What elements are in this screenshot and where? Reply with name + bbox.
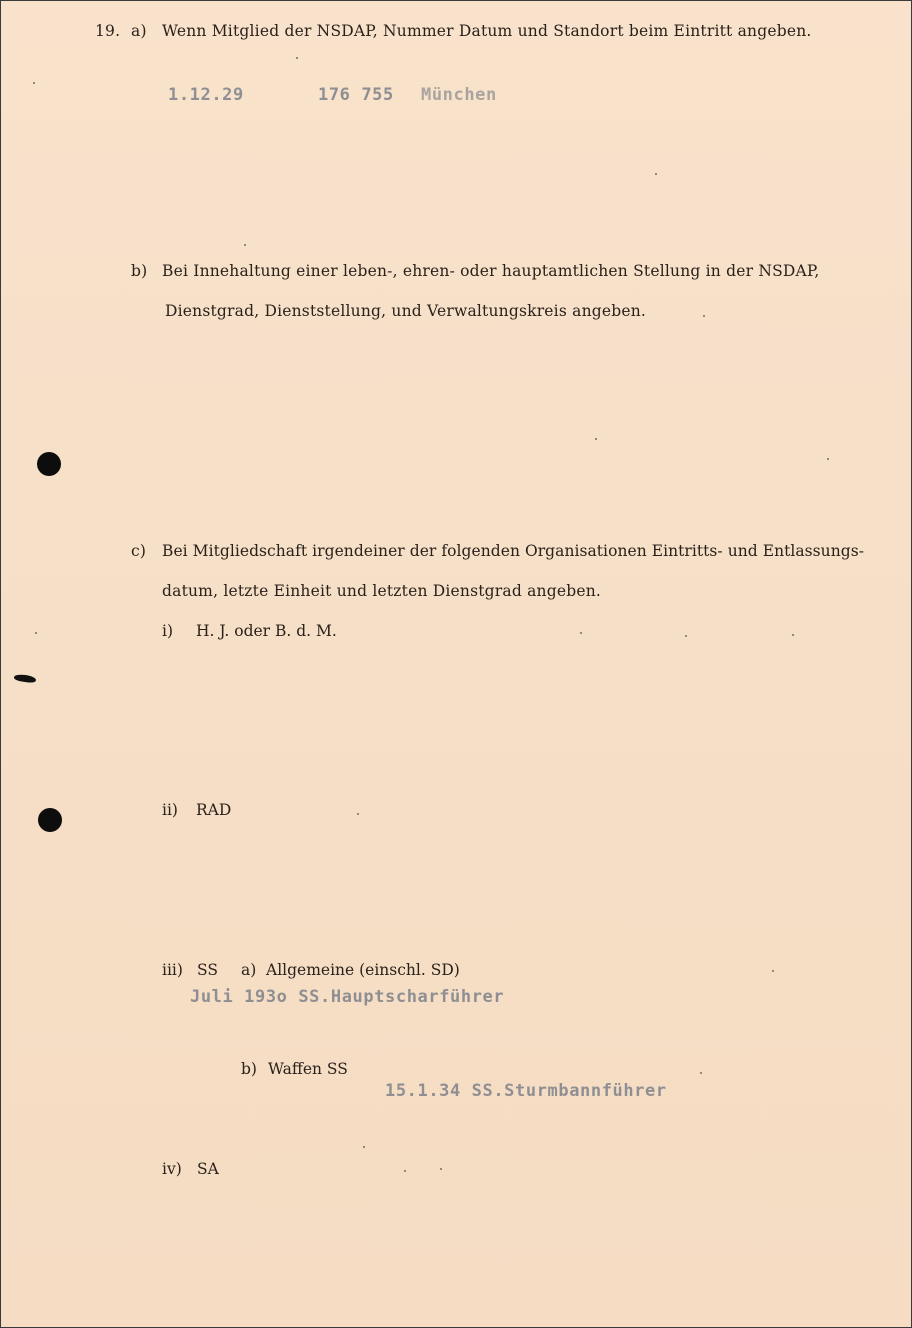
- paper-speck: [357, 813, 359, 815]
- item-b-line1: Bei Innehaltung einer leben-, ehren- oder hauptamtlichen Stellung in der NSDAP,: [162, 262, 820, 280]
- item-b-line2: Dienstgrad, Dienststellung, und Verwaltungskreis angeben.: [165, 302, 647, 320]
- paper-speck: [244, 244, 246, 246]
- paper-speck: [792, 634, 794, 636]
- paper-speck: [703, 315, 705, 317]
- sub-iii-b-marker: b): [241, 1060, 257, 1078]
- paper-speck: [580, 632, 582, 634]
- item-a-marker: a): [131, 22, 147, 40]
- sub-ii-label: RAD: [196, 801, 232, 819]
- sub-iv-marker: iv): [162, 1160, 182, 1178]
- ink-mark: [14, 674, 37, 684]
- punch-hole-upper: [37, 452, 61, 476]
- item-a-text: Wenn Mitglied der NSDAP, Nummer Datum und Standort beim Eintritt angeben.: [162, 22, 812, 40]
- paper-speck: [296, 57, 298, 59]
- paper-speck: [685, 635, 687, 637]
- punch-hole-lower: [38, 808, 62, 832]
- sub-iii-marker: iii): [162, 961, 183, 979]
- paper-speck: [655, 173, 657, 175]
- paper-speck: [363, 1146, 365, 1148]
- typed-entry-place: München: [421, 85, 497, 105]
- sub-iii-a-marker: a): [241, 961, 257, 979]
- question-number: 19.: [95, 22, 121, 40]
- sub-i-marker: i): [162, 622, 174, 640]
- paper-speck: [33, 82, 35, 84]
- paper-speck: [772, 970, 774, 972]
- paper-speck: [827, 458, 829, 460]
- sub-iv-label: SA: [197, 1160, 219, 1178]
- typed-waffen-ss: 15.1.34 SS.Sturmbannführer: [385, 1081, 667, 1101]
- sub-iii-a-label: Allgemeine (einschl. SD): [266, 961, 460, 979]
- item-c-marker: c): [131, 542, 147, 560]
- item-c-line1: Bei Mitgliedschaft irgendeiner der folgenden Organisationen Eintritts- und Entlassungs-: [162, 542, 865, 560]
- sub-i-label: H. J. oder B. d. M.: [196, 622, 337, 640]
- sub-iii-label: SS: [197, 961, 218, 979]
- paper-speck: [35, 632, 37, 634]
- sub-iii-b-label: Waffen SS: [268, 1060, 348, 1078]
- item-b-marker: b): [131, 262, 148, 280]
- sub-ii-marker: ii): [162, 801, 178, 819]
- typed-allgemeine-ss: Juli 193o SS.Hauptscharführer: [190, 987, 505, 1007]
- paper-speck: [700, 1072, 702, 1074]
- paper-speck: [440, 1168, 442, 1170]
- typed-entry-number: 176 755: [318, 85, 394, 105]
- item-c-line2: datum, letzte Einheit und letzten Dienstgrad angeben.: [162, 582, 602, 600]
- typed-entry-date: 1.12.29: [168, 85, 244, 105]
- paper-speck: [595, 438, 597, 440]
- paper-speck: [404, 1170, 406, 1172]
